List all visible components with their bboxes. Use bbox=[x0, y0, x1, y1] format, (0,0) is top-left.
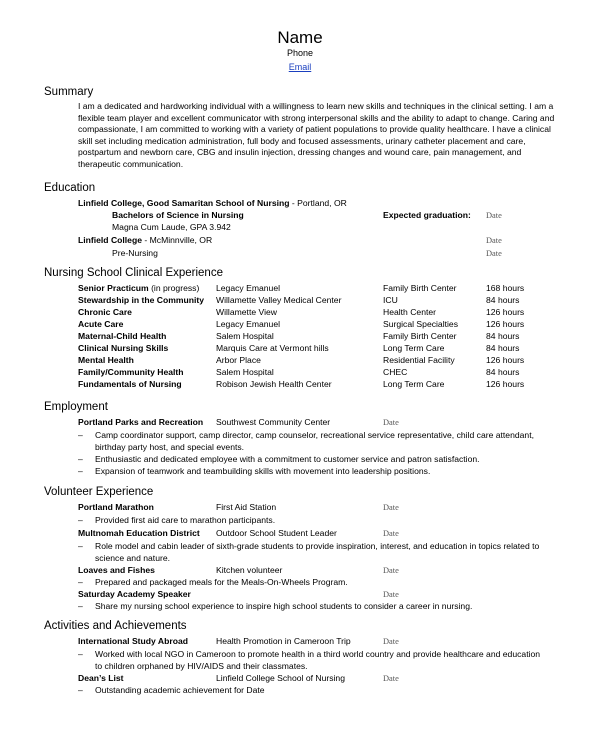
volunteer-role: First Aid Station bbox=[216, 502, 277, 512]
employment-bullet: Expansion of teamwork and teambuilding skills with movement into leadership positions. bbox=[95, 466, 431, 476]
clinical-course: Acute Care bbox=[78, 319, 124, 329]
activities-heading: Activities and Achievements bbox=[44, 620, 187, 632]
summary-text: I am a dedicated and hardworking individual with a willingness to learn new skills and techniques in the clinical setting. I am a flexible team player and excellent communicator with strong interpersonal skills and the ability to adapt to change. Caring and compassionate, I am committed to working with a variety of patient populations to provide quality healthcare. I have a clinical skill set including medication administration, full body and focused assessments, urinary catheter placement and care, postpartum and newborn care, CBG and insulin injection, dressing changes and wound care, pain management, and therapeutic communication. bbox=[78, 101, 555, 169]
employment-date: Date bbox=[383, 418, 399, 427]
clinical-hours: 126 hours bbox=[486, 307, 525, 317]
clinical-site: Salem Hospital bbox=[216, 367, 274, 377]
bullet-icon: – bbox=[78, 649, 83, 659]
clinical-unit: ICU bbox=[383, 295, 398, 305]
clinical-site: Salem Hospital bbox=[216, 331, 274, 341]
graduation-date: Date bbox=[486, 211, 502, 220]
clinical-hours: 84 hours bbox=[486, 295, 520, 305]
clinical-course: Family/Community Health bbox=[78, 367, 184, 377]
clinical-course: Maternal-Child Health bbox=[78, 331, 167, 341]
phone-number: Phone bbox=[286, 48, 314, 58]
activity-role: Health Promotion in Cameroon Trip bbox=[216, 636, 351, 646]
volunteer-date: Date bbox=[383, 590, 399, 599]
applicant-name: Name bbox=[277, 28, 323, 47]
volunteer-bullet: Prepared and packaged meals for the Meals-On-Wheels Program. bbox=[95, 577, 348, 587]
clinical-hours: 84 hours bbox=[486, 343, 520, 353]
school-2-date-end: Date bbox=[486, 249, 502, 258]
bullet-icon: – bbox=[78, 430, 83, 440]
clinical-site: Willamette View bbox=[216, 307, 277, 317]
summary-heading: Summary bbox=[44, 86, 94, 98]
email-link[interactable]: Email bbox=[288, 62, 312, 72]
clinical-row bbox=[78, 283, 199, 295]
bullet-icon: – bbox=[78, 454, 83, 464]
volunteer-role: Outdoor School Student Leader bbox=[216, 528, 337, 538]
employment-bullet: Enthusiastic and dedicated employee with a commitment to customer service and patron satisfaction. bbox=[95, 454, 480, 464]
volunteer-bullet: Share my nursing school experience to inspire high school students to consider a career in nursing. bbox=[95, 601, 473, 611]
activity-bullet: Worked with local NGO in Cameroon to promote health in a third world country and provide healthcare and education to children orphaned by HIV/AIDS and their classmates. bbox=[95, 649, 541, 671]
bullet-icon: – bbox=[78, 577, 83, 587]
clinical-site: Robison Jewish Health Center bbox=[216, 379, 332, 389]
volunteer-org: Saturday Academy Speaker bbox=[78, 589, 191, 599]
activity-org: International Study Abroad bbox=[78, 636, 188, 646]
expected-graduation-label: Expected graduation: bbox=[383, 210, 471, 220]
school-2-name: Linfield College bbox=[78, 235, 142, 245]
volunteer-org: Portland Marathon bbox=[78, 502, 154, 512]
clinical-course: Clinical Nursing Skills bbox=[78, 343, 169, 353]
clinical-unit: Long Term Care bbox=[383, 343, 445, 353]
clinical-site: Legacy Emanuel bbox=[216, 319, 281, 329]
clinical-course: Mental Health bbox=[78, 355, 134, 365]
clinical-unit: Long Term Care bbox=[383, 379, 445, 389]
clinical-unit: Family Birth Center bbox=[383, 331, 457, 341]
employment-bullet: Camp coordinator support, camp director, camp counselor, recreational service representative, child care attendant, birthday party host, and special events. bbox=[95, 430, 534, 452]
education-school-1 bbox=[78, 198, 347, 210]
clinical-unit: Family Birth Center bbox=[383, 283, 457, 293]
education-school-2 bbox=[78, 235, 212, 247]
volunteer-heading: Volunteer Experience bbox=[44, 486, 154, 498]
clinical-unit: Residential Facility bbox=[383, 355, 455, 365]
bullet-icon: – bbox=[78, 466, 83, 476]
clinical-site: Willamette Valley Medical Center bbox=[216, 295, 342, 305]
clinical-course: Fundamentals of Nursing bbox=[78, 379, 182, 389]
bullet-icon: – bbox=[78, 601, 83, 611]
school-1-location: - Portland, OR bbox=[289, 198, 347, 208]
clinical-hours: 168 hours bbox=[486, 283, 525, 293]
clinical-course-note: (in progress) bbox=[148, 283, 200, 293]
clinical-site: Marquis Care at Vermont hills bbox=[216, 343, 329, 353]
clinical-course: Chronic Care bbox=[78, 307, 132, 317]
clinical-course: Stewardship in the Community bbox=[78, 295, 205, 305]
volunteer-bullet: Role model and cabin leader of sixth-grade students to provide inspiration, interest, and education in topics related to science and nature. bbox=[95, 541, 540, 563]
academic-honors: Magna Cum Laude, GPA 3.942 bbox=[112, 222, 231, 232]
employment-heading: Employment bbox=[44, 401, 108, 413]
clinical-site: Legacy Emanuel bbox=[216, 283, 281, 293]
bullet-icon: – bbox=[78, 541, 83, 551]
volunteer-role: Kitchen volunteer bbox=[216, 565, 283, 575]
clinical-unit: Health Center bbox=[383, 307, 437, 317]
clinical-hours: 84 hours bbox=[486, 331, 520, 341]
employer-name: Portland Parks and Recreation bbox=[78, 417, 204, 427]
activity-date: Date bbox=[383, 674, 399, 683]
clinical-heading: Nursing School Clinical Experience bbox=[44, 267, 223, 279]
school-1-name: Linfield College, Good Samaritan School of Nursing bbox=[78, 198, 290, 208]
clinical-unit: Surgical Specialties bbox=[383, 319, 458, 329]
bullet-icon: – bbox=[78, 515, 83, 525]
volunteer-org: Multnomah Education District bbox=[78, 528, 200, 538]
bullet-icon: – bbox=[78, 685, 83, 695]
activity-date: Date bbox=[383, 637, 399, 646]
activity-bullet: Outstanding academic achievement for Date bbox=[95, 685, 265, 695]
clinical-site: Arbor Place bbox=[216, 355, 261, 365]
clinical-hours: 126 hours bbox=[486, 319, 525, 329]
clinical-hours: 126 hours bbox=[486, 355, 525, 365]
pre-nursing-program: Pre-Nursing bbox=[112, 248, 158, 258]
clinical-hours: 126 hours bbox=[486, 379, 525, 389]
employer-location: Southwest Community Center bbox=[216, 417, 331, 427]
degree-name: Bachelors of Science in Nursing bbox=[112, 210, 244, 220]
volunteer-org: Loaves and Fishes bbox=[78, 565, 155, 575]
school-2-location: - McMinnville, OR bbox=[141, 235, 213, 245]
clinical-course: Senior Practicum bbox=[78, 283, 149, 293]
volunteer-date: Date bbox=[383, 529, 399, 538]
clinical-hours: 84 hours bbox=[486, 367, 520, 377]
volunteer-date: Date bbox=[383, 503, 399, 512]
education-heading: Education bbox=[44, 182, 96, 194]
activity-role: Linfield College School of Nursing bbox=[216, 673, 345, 683]
school-2-date-start: Date bbox=[486, 236, 502, 245]
activity-org: Dean’s List bbox=[78, 673, 124, 683]
volunteer-date: Date bbox=[383, 566, 399, 575]
volunteer-bullet: Provided first aid care to marathon participants. bbox=[95, 515, 276, 525]
clinical-unit: CHEC bbox=[383, 367, 408, 377]
